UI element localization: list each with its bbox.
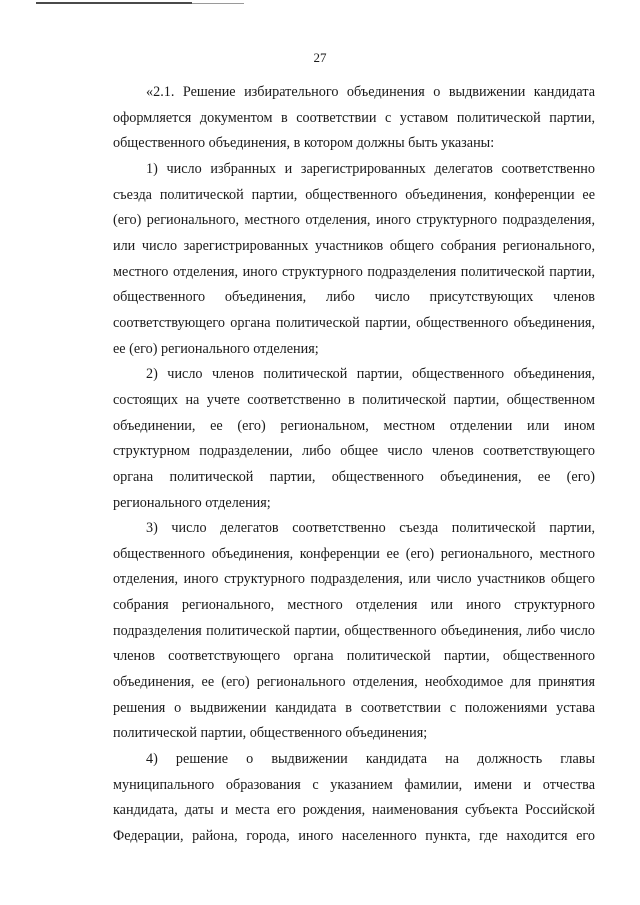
paragraph-item-1: 1) число избранных и зарегистрированных делегатов соответственно съезда политической партии, общественного объединения, конференции ее (его) регионального, местного отделения, иного структурного подразделения, или число зарегистрированных участников общего собрания регионального, местного отделения, иного структурного подразделения политической партии, общественного объединения, либо число присутствующих членов соответствующего органа политической партии, общественного объединения, ее (его) регионального отделения; [113, 160, 595, 357]
paragraph-intro: «2.1. Решение избирательного объединения о выдвижении кандидата оформляется документом в соответствии с уставом политической партии, общественного объединения, в котором должны быть указаны: [113, 84, 595, 152]
paragraph-item-4: 4) решение о выдвижении кандидата на должность главы муниципального образования с указанием фамилии, имени и отчества кандидата, даты и места его рождения, наименования субъекта Российской Федерации, района, города, иного населенного пункта, где находится его [113, 751, 595, 845]
paragraph-item-2: 2) число членов политической партии, общественного объединения, состоящих на учете соответственно в политической партии, общественном объединении, ее (его) региональном, местном отделении или ином структурном подразделении, либо общее число членов соответствующего органа политической партии, общественного объединения, ее (его) регионального отделения; [113, 366, 595, 511]
scan-edge-line-faint [192, 3, 244, 4]
paragraph-item-3: 3) число делегатов соответственно съезда политической партии, общественного объединения, конференции ее (его) регионального, местного отделения, иного структурного подразделения, или число участников общего собрания регионального, местного отделения или иного структурного подразделения политической партии, общественного объединения, либо число членов соответствующего органа политической партии, общественного объединения, ее (его) регионального отделения, необходимое для принятия решения о выдвижении кандидата в соответствии с положениями устава политической партии, общественного объединения; [113, 520, 595, 742]
document-body [113, 80, 595, 850]
page-number: 27 [313, 50, 327, 65]
scan-edge-line [36, 2, 192, 4]
